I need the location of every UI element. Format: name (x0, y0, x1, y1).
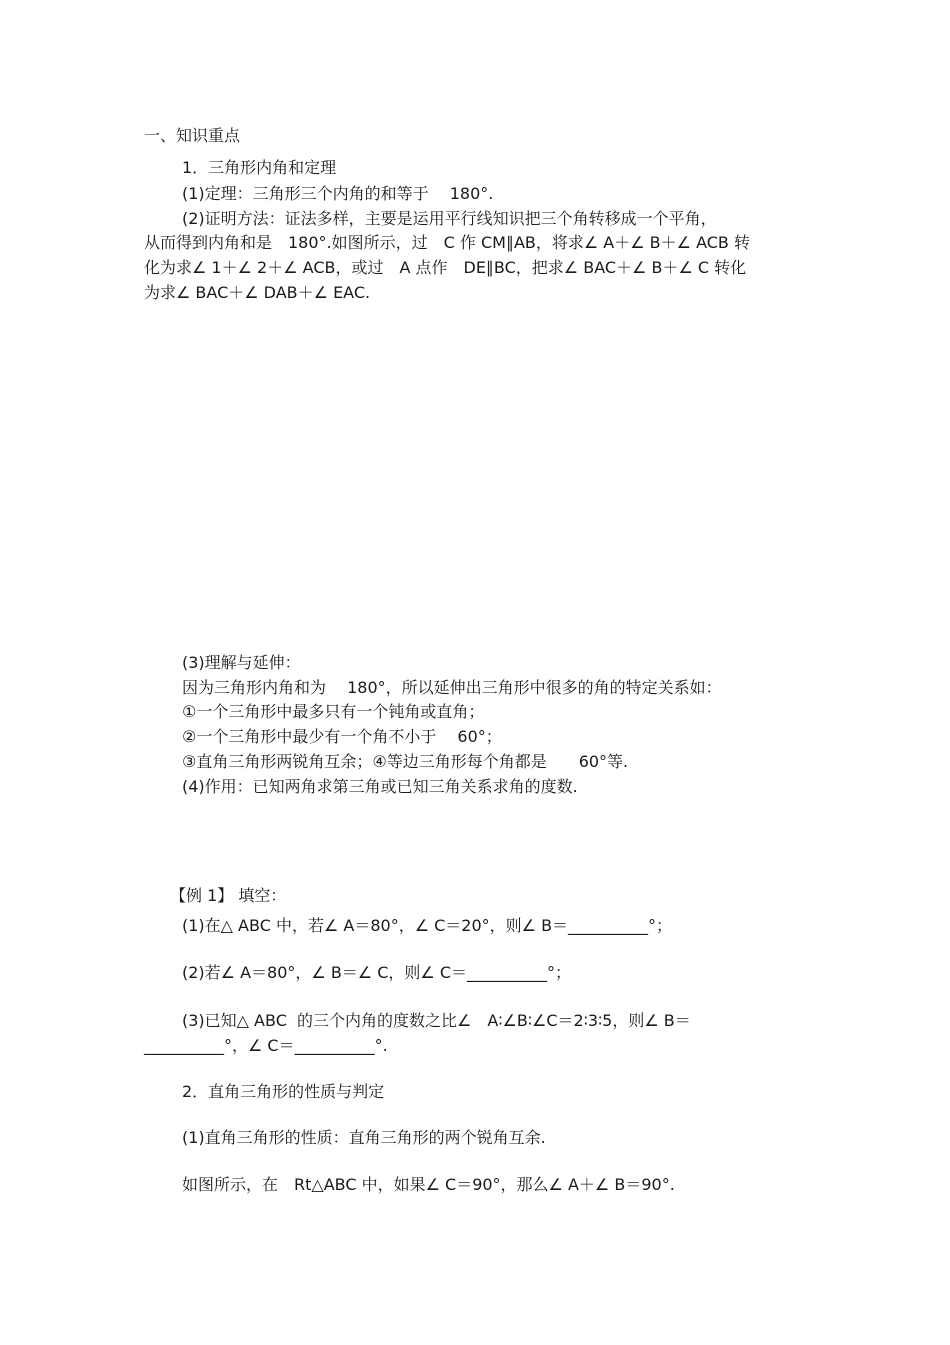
text-line: 化为求∠ 1＋∠ 2＋∠ ACB，或过 A 点作 DE∥BC，把求∠ BAC＋∠ B＋∠ C 转化 (144, 258, 747, 277)
exercise-line: (1)在△ ABC 中，若∠ A＝80°，∠ C＝20°，则∠ B＝__________°； (182, 916, 673, 935)
exercise-line: (2)若∠ A＝80°，∠ B＝∠ C，则∠ C＝__________°； (182, 963, 572, 982)
text-line: (2)证明方法：证法多样，主要是运用平行线知识把三个角转移成一个平角， (182, 209, 717, 228)
text-line: (1)定理：三角形三个内角的和等于 180°. (182, 184, 494, 203)
text-line: 因为三角形内角和为 180°，所以延伸出三角形中很多的角的特定关系如： (182, 678, 722, 697)
text-line: 为求∠ BAC＋∠ DAB＋∠ EAC. (144, 283, 371, 302)
text-line: (3)理解与延伸： (182, 653, 301, 672)
example-heading: 【例 1】 填空： (170, 886, 287, 905)
text-line: (1)直角三角形的性质：直角三角形的两个锐角互余. (182, 1128, 546, 1147)
section-heading: 一、知识重点 (144, 126, 241, 145)
text-line: 从而得到内角和是 180°.如图所示，过 C 作 CM∥AB，将求∠ A＋∠ B＋∠ ACB 转 (144, 233, 750, 252)
exercise-line: __________°，∠ C＝__________°. (144, 1036, 388, 1055)
subsection-heading: 1．三角形内角和定理 (182, 158, 337, 177)
text-line: ③直角三角形两锐角互余；④等边三角形每个角都是 60°等. (182, 752, 629, 771)
text-line: ①一个三角形中最多只有一个钝角或直角； (182, 702, 485, 721)
text-line: (4)作用：已知两角求第三角或已知三角关系求角的度数. (182, 777, 578, 796)
text-line: 如图所示，在 Rt△ABC 中，如果∠ C＝90°，那么∠ A＋∠ B＝90°. (182, 1175, 675, 1194)
exercise-line: (3)已知△ ABC 的三个内角的度数之比∠ A∶∠B∶∠C＝2∶3∶5，则∠ B＝ (182, 1011, 691, 1030)
subsection-heading: 2．直角三角形的性质与判定 (182, 1082, 385, 1101)
text-line: ②一个三角形中最少有一个角不小于 60°； (182, 727, 502, 746)
